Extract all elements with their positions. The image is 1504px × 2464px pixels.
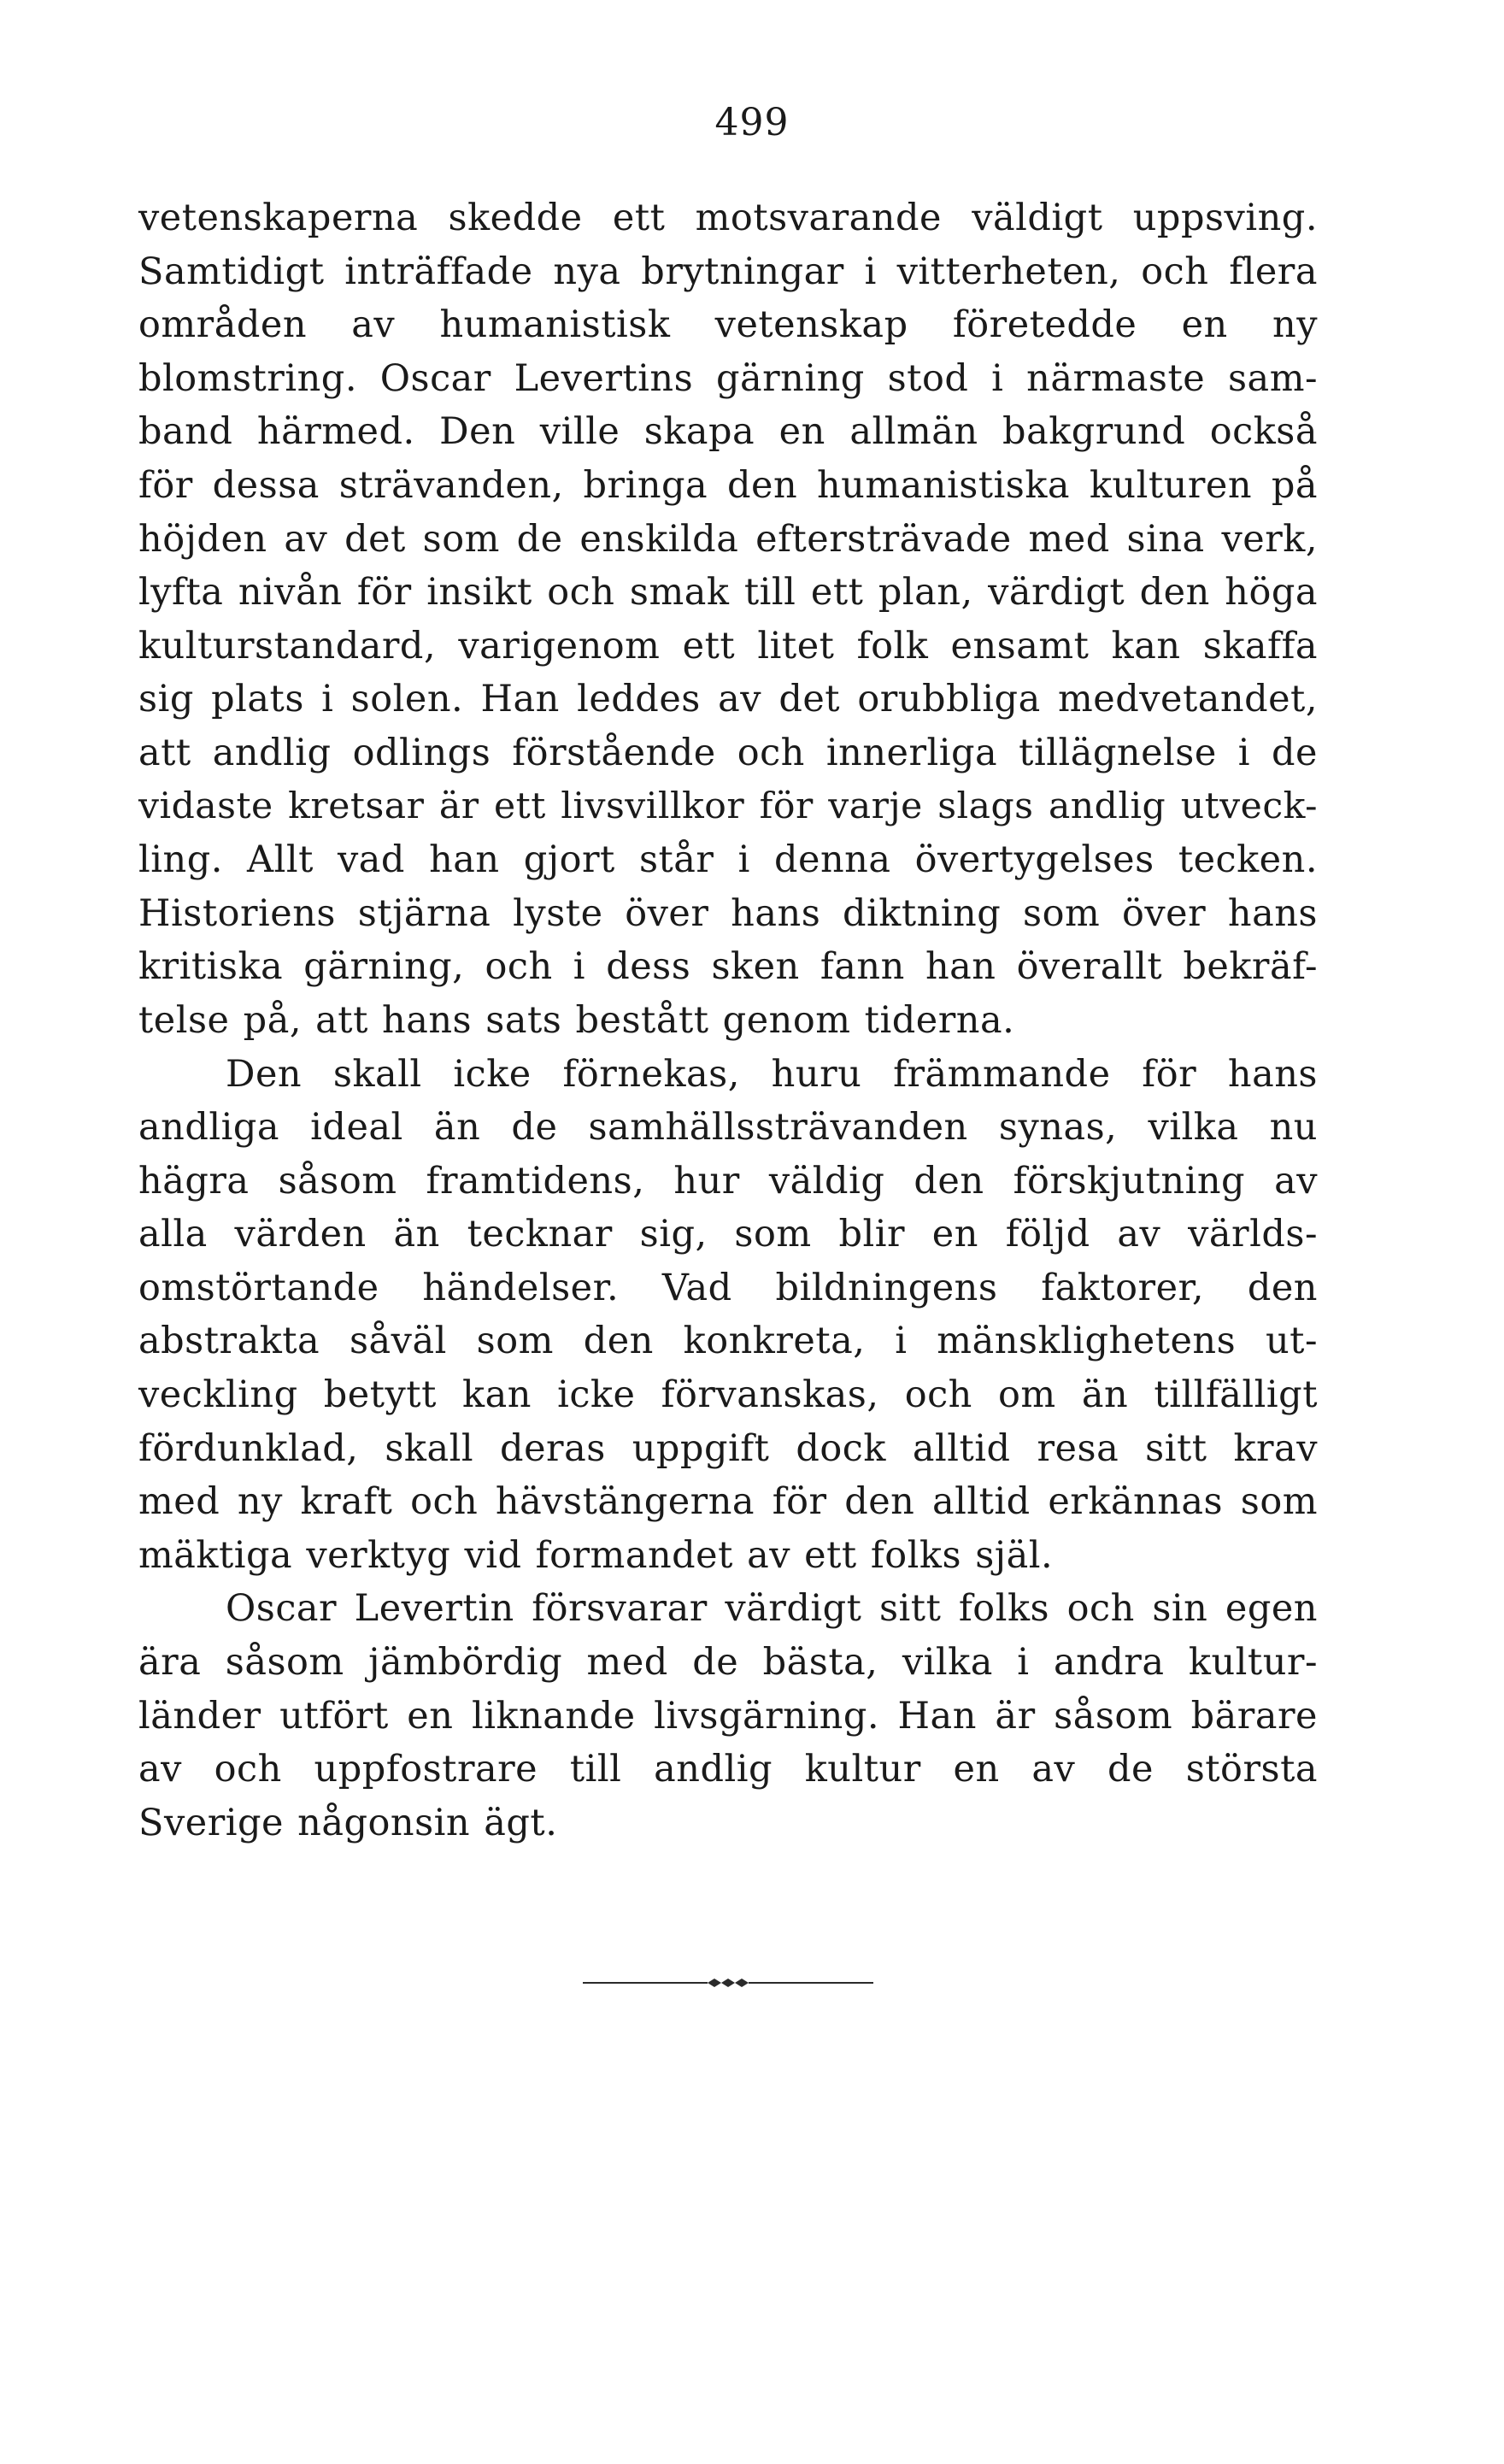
body-text <box>138 191 1318 1849</box>
text-line: hägra såsom framtidens, hur väldig den förskjutning av <box>138 1159 1318 1203</box>
text-line: Oscar Levertin försvarar värdigt sitt folks och sin egen <box>226 1587 1318 1631</box>
text-line: områden av humanistisk vetenskap företedde en ny <box>138 303 1318 347</box>
text-line: andliga ideal än de samhällssträvanden synas, vilka nu <box>138 1106 1318 1150</box>
text-line: med ny kraft och hävstängerna för den alltid erkännas som <box>138 1480 1318 1524</box>
text-line: band härmed. Den ville skapa en allmän bakgrund också <box>138 410 1318 454</box>
end-ornament-icon <box>583 1976 873 1990</box>
text-line: av och uppfostrare till andlig kultur en av de största <box>138 1748 1318 1791</box>
text-line: ära såsom jämbördig med de bästa, vilka i andra kultur- <box>138 1641 1318 1685</box>
text-line: omstörtande händelser. Vad bildningens faktorer, den <box>138 1266 1318 1309</box>
text-line: Historiens stjärna lyste över hans diktning som över hans <box>138 891 1318 935</box>
text-line: sig plats i solen. Han leddes av det orubbliga medvetandet, <box>138 678 1318 721</box>
text-line: kritiska gärning, och i dess sken fann han överallt bekräf- <box>138 945 1318 989</box>
text-line: vetenskaperna skedde ett motsvarande väldigt uppsving. <box>138 197 1318 239</box>
text-line: lyfta nivån för insikt och smak till ett plan, värdigt den höga <box>138 571 1318 615</box>
page-number: 499 <box>714 101 790 144</box>
text-line: veckling betytt kan icke förvanskas, och om än tillfälligt <box>138 1373 1318 1417</box>
text-line: kulturstandard, varigenom ett litet folk ensamt kan skaffa <box>138 624 1318 667</box>
text-line: ling. Allt vad han gjort står i denna övertygelses tecken. <box>138 838 1318 882</box>
text-line: för dessa strävanden, bringa den humanistiska kulturen på <box>138 463 1318 507</box>
ornament-rule-right <box>764 1982 873 1984</box>
text-line: höjden av det som de enskilda eftersträvade med sina verk, <box>138 517 1318 561</box>
text-line: Sverige någonsin ägt. <box>138 1801 558 1844</box>
text-line: att andlig odlings förstående och innerliga tillägnelse i de <box>138 731 1318 774</box>
text-line: blomstring. Oscar Levertins gärning stod i närmaste sam- <box>138 356 1318 400</box>
text-line: abstrakta såväl som den konkreta, i mänsklighetens ut- <box>138 1320 1318 1363</box>
ornament-center <box>689 1976 767 1990</box>
text-line: mäktiga verktyg vid formandet av ett folks själ. <box>138 1533 1054 1577</box>
text-line: alla värden än tecknar sig, som blir en följd av världs- <box>138 1213 1318 1256</box>
text-line: telse på, att hans sats bestått genom tiderna. <box>138 998 1015 1042</box>
text-line: vidaste kretsar är ett livsvillkor för varje slags andlig utveck- <box>138 785 1318 827</box>
text-line: Samtidigt inträffade nya brytningar i vitterheten, och flera <box>138 250 1318 293</box>
text-line: fördunklad, skall deras uppgift dock alltid resa sitt krav <box>138 1426 1318 1470</box>
text-line: Den skall icke förnekas, huru främmande för hans <box>226 1052 1318 1096</box>
text-line: länder utfört en liknande livsgärning. Han är såsom bärare <box>138 1694 1318 1738</box>
ornament-rule-left <box>583 1982 692 1984</box>
